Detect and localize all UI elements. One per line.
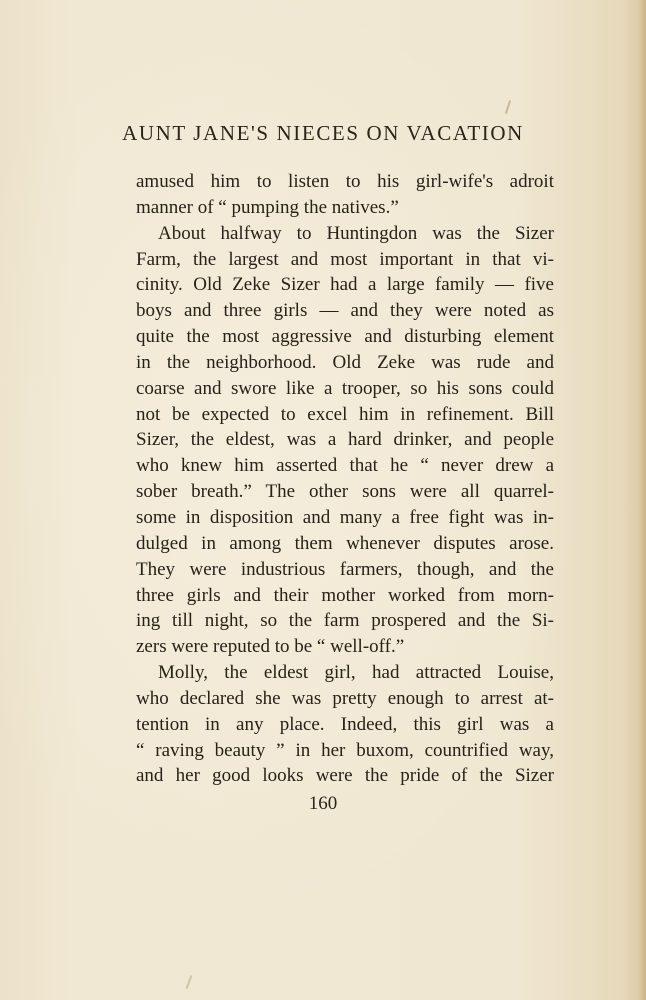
text-line: tention in any place. Indeed, this girl was a bbox=[136, 713, 554, 735]
text-line: zers were reputed to be “ well-off.” bbox=[136, 636, 405, 658]
page-number: 160 bbox=[308, 793, 338, 814]
text-line: ing till night, so the farm prospered and the Si- bbox=[136, 610, 554, 632]
text-line: coarse and swore like a trooper, so his sons could bbox=[136, 377, 554, 399]
ink-mark bbox=[505, 100, 511, 114]
text-line: who knew him asserted that he “ never drew a bbox=[136, 455, 554, 477]
text-line: three girls and their mother worked from morn- bbox=[136, 584, 554, 606]
text-line: Farm, the largest and most important in that vi- bbox=[136, 248, 554, 270]
text-line: not be expected to excel him in refinement. Bill bbox=[136, 403, 554, 425]
text-line: “ raving beauty ” in her buxom, countrified way, bbox=[136, 739, 554, 761]
body-text bbox=[136, 169, 554, 789]
text-line: some in disposition and many a free fight was in- bbox=[136, 506, 554, 528]
text-line: in the neighborhood. Old Zeke was rude and bbox=[136, 351, 554, 373]
text-line: who declared she was pretty enough to arrest at- bbox=[136, 687, 554, 709]
text-line: amused him to listen to his girl-wife's adroit bbox=[136, 171, 554, 192]
text-line: dulged in among them whenever disputes arose. bbox=[136, 532, 554, 554]
text-line: Molly, the eldest girl, had attracted Louise, bbox=[158, 662, 554, 684]
page-edge-shadow bbox=[638, 0, 646, 1000]
text-line: quite the most aggressive and disturbing element bbox=[136, 326, 554, 348]
text-line: and her good looks were the pride of the Sizer bbox=[136, 765, 554, 787]
running-head: AUNT JANE'S NIECES ON VACATION bbox=[122, 121, 524, 145]
ink-mark bbox=[186, 975, 193, 989]
text-line: boys and three girls — and they were noted as bbox=[136, 300, 554, 322]
text-line: They were industrious farmers, though, and the bbox=[136, 558, 554, 580]
text-line: Sizer, the eldest, was a hard drinker, and people bbox=[136, 429, 554, 451]
text-line: About halfway to Huntingdon was the Sizer bbox=[158, 222, 554, 244]
text-line: manner of “ pumping the natives.” bbox=[136, 196, 399, 218]
text-line: cinity. Old Zeke Sizer had a large family — five bbox=[136, 274, 554, 296]
text-line: sober breath.” The other sons were all quarrel- bbox=[136, 481, 554, 503]
